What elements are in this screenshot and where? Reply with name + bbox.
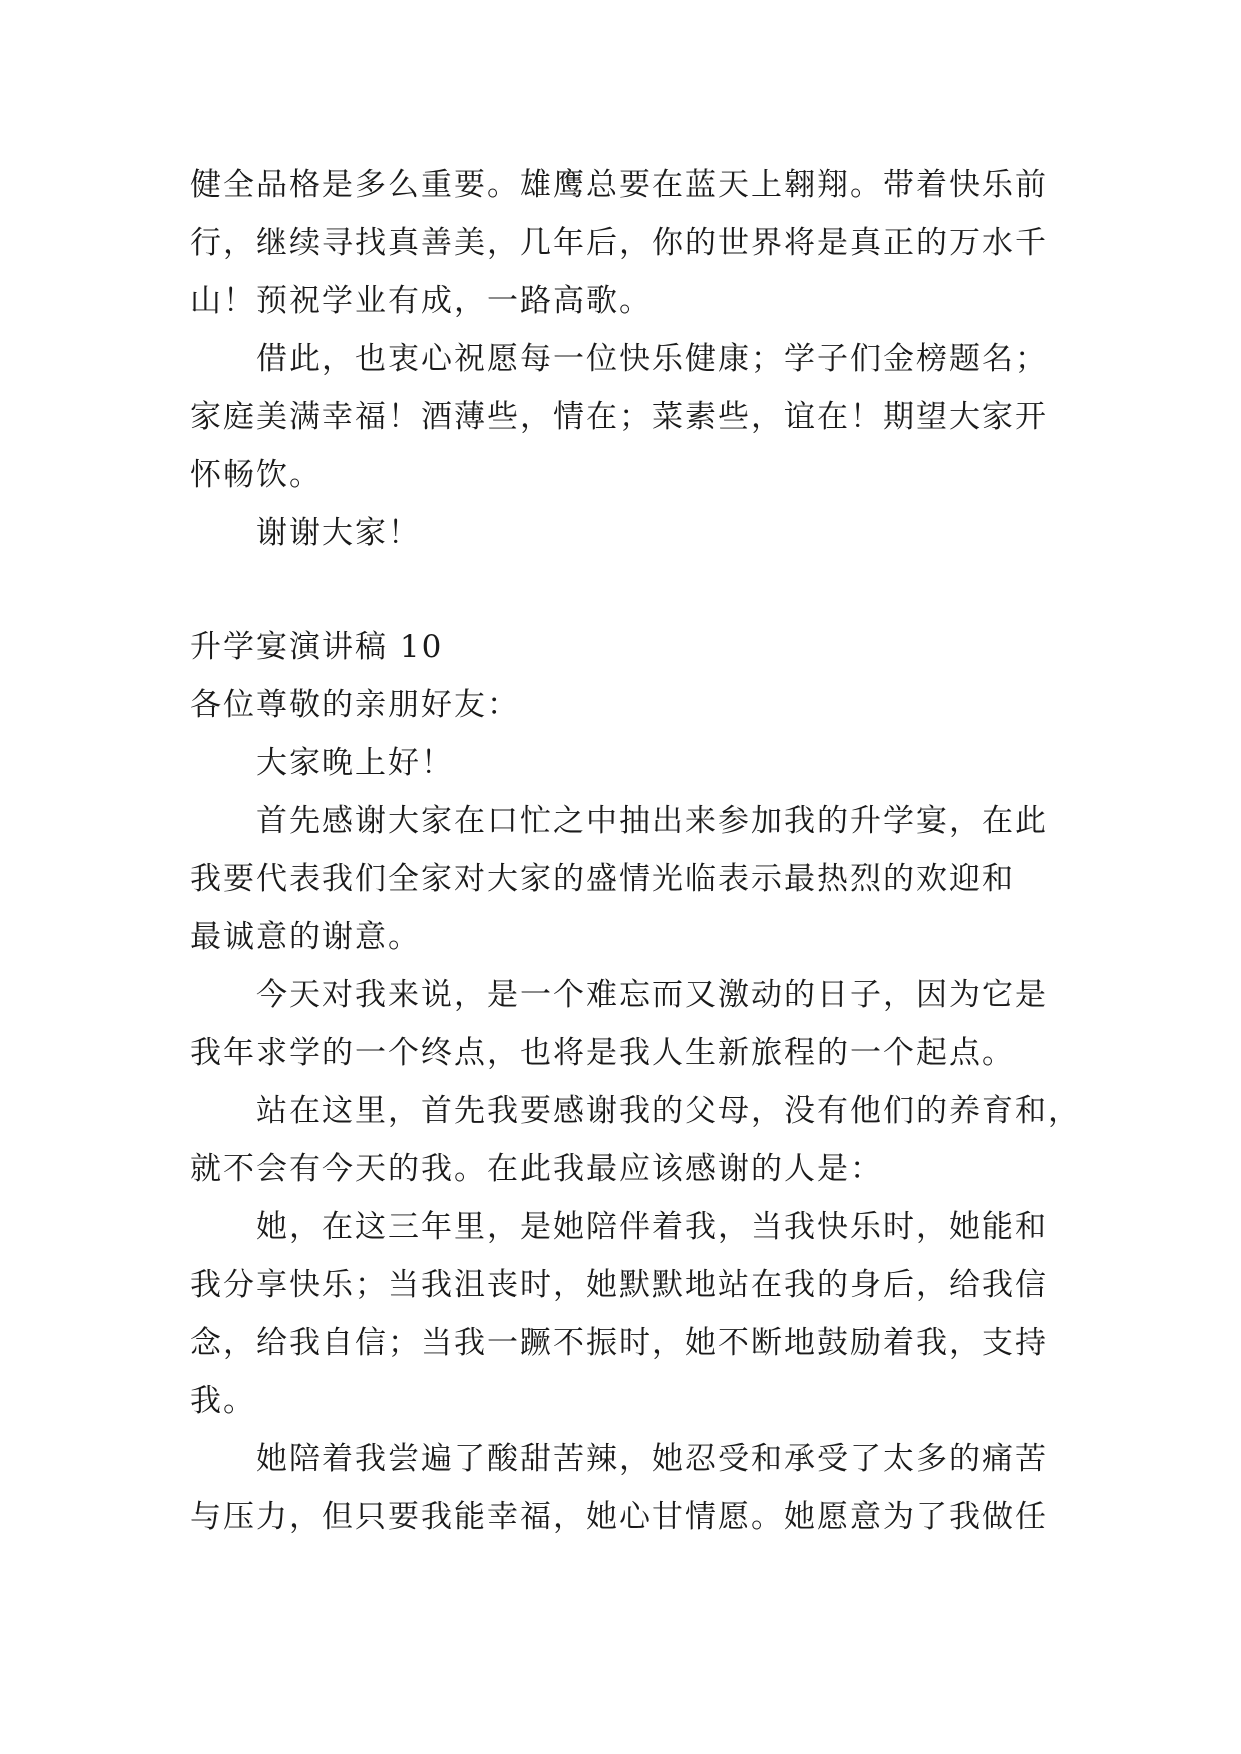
paragraph-3 (190, 1082, 1081, 1198)
text-line: 站在这里，首先我要感谢我的父母，没有他们的养育和， (256, 1093, 1081, 1129)
salutation: 各位尊敬的亲朋好友： (190, 687, 520, 723)
document-page (190, 156, 1081, 1546)
text-line: 她陪着我尝遍了酸甜苦辣，她忍受和承受了太多的痛苦 (256, 1441, 1048, 1477)
text-line: 首先感谢大家在口忙之中抽出来参加我的升学宴，在此 (256, 803, 1048, 839)
text-line: 怀畅饮。 (190, 457, 322, 493)
greeting: 大家晚上好！ (256, 745, 454, 781)
text-line: 家庭美满幸福！酒薄些，情在；菜素些，谊在！期望大家开 (190, 399, 1048, 435)
text-line: 与压力，但只要我能幸福，她心甘情愿。她愿意为了我做任 (190, 1499, 1048, 1535)
thanks-line: 谢谢大家！ (256, 515, 421, 551)
text-line: 我要代表我们全家对大家的盛情光临表示最热烈的欢迎和 (190, 861, 1015, 897)
paragraph-block2 (190, 330, 1070, 504)
text-line: 她，在这三年里，是她陪伴着我，当我快乐时，她能和 (256, 1209, 1048, 1245)
text-line: 就不会有今天的我。在此我最应该感谢的人是： (190, 1151, 883, 1187)
paragraph-block1 (190, 156, 1070, 330)
paragraph-2 (190, 966, 1070, 1082)
section-title: 升学宴演讲稿 10 (190, 629, 444, 665)
paragraph-1 (190, 792, 1070, 966)
text-line: 我分享快乐；当我沮丧时，她默默地站在我的身后，给我信 (190, 1267, 1048, 1303)
text-line: 行，继续寻找真善美，几年后，你的世界将是真正的万水千 (190, 225, 1048, 261)
text-line: 健全品格是多么重要。雄鹰总要在蓝天上翱翔。带着快乐前 (190, 167, 1048, 203)
text-line: 借此，也衷心祝愿每一位快乐健康；学子们金榜题名； (256, 341, 1048, 377)
text-line: 念，给我自信；当我一蹶不振时，她不断地鼓励着我，支持 (190, 1325, 1048, 1361)
paragraph-5 (190, 1430, 1070, 1546)
text-line: 我年求学的一个终点，也将是我人生新旅程的一个起点。 (190, 1035, 1015, 1071)
text-line: 今天对我来说，是一个难忘而又激动的日子，因为它是 (256, 977, 1048, 1013)
text-line: 我。 (190, 1383, 256, 1419)
paragraph-4 (190, 1198, 1070, 1430)
text-line: 山！预祝学业有成，一路高歌。 (190, 283, 652, 319)
text-line: 最诚意的谢意。 (190, 919, 421, 955)
